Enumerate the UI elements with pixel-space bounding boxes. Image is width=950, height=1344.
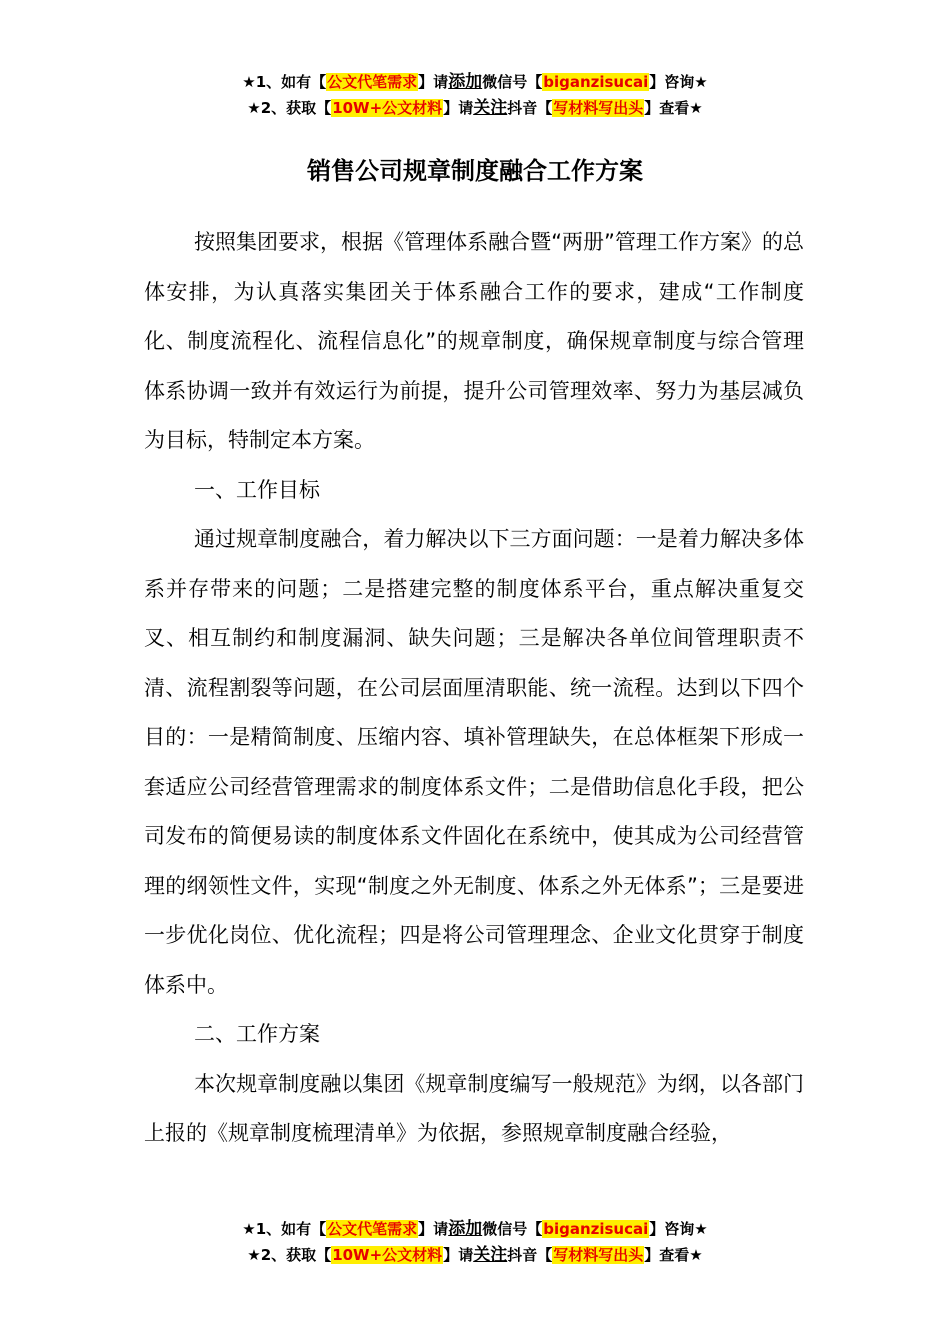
banner-text: ★2、获取【 bbox=[247, 1246, 332, 1264]
banner-text: 】请 bbox=[443, 99, 474, 117]
banner-text: 】咨询★ bbox=[649, 73, 708, 91]
banner-text: 】请 bbox=[418, 1220, 449, 1238]
banner-line-2 bbox=[0, 1242, 950, 1268]
paragraph-intro: 按照集团要求，根据《管理体系融合暨“两册”管理工作方案》的总体安排，为认真落实集团关于体系融合工作的要求，建成“工作制度化、制度流程化、流程信息化”的规章制度，确保规章制度与综合管理体系协调一致并有效运行为前提，提升公司管理效率、努力为基层减负为目标，特制定本方案。 bbox=[144, 230, 804, 452]
banner-text: 微信号【 bbox=[482, 73, 543, 91]
banner-line-1 bbox=[0, 1216, 950, 1242]
banner-line-1 bbox=[0, 69, 950, 95]
banner-highlight: 写材料写出头 bbox=[553, 99, 644, 117]
banner-highlight: 公文代笔需求 bbox=[327, 1220, 418, 1238]
section-heading-goals: 一、工作目标 bbox=[194, 477, 320, 502]
bottom-banner bbox=[0, 1216, 950, 1268]
paragraph-goals: 通过规章制度融合，着力解决以下三方面问题：一是着力解决多体系并存带来的问题；二是搭建完整的制度体系平台，重点解决重复交叉、相互制约和制度漏洞、缺失问题；三是解决各单位间管理职责不清、流程割裂等问题，在公司层面厘清职能、统一流程。达到以下四个目的：一是精简制度、压缩内容、填补管理缺失，在总体框架下形成一套适应公司经营管理需求的制度体系文件；二是借助信息化手段，把公司发布的简便易读的制度体系文件固化在系统中，使其成为公司经营管理的纲领性文件，实现“制度之外无制度、体系之外无体系”；三是要进一步优化岗位、优化流程；四是将公司管理理念、企业文化贯穿于制度体系中。 bbox=[144, 527, 804, 997]
document-title: 销售公司规章制度融合工作方案 bbox=[307, 157, 643, 185]
banner-emphasis: 关注 bbox=[473, 1245, 508, 1265]
banner-emphasis: 添加 bbox=[448, 1219, 483, 1239]
banner-highlight: biganzisucai bbox=[543, 73, 649, 91]
banner-text: 抖音【 bbox=[507, 99, 553, 117]
banner-highlight: 写材料写出头 bbox=[553, 1246, 644, 1264]
banner-highlight: 10W+公文材料 bbox=[332, 1246, 443, 1264]
banner-highlight: 10W+公文材料 bbox=[332, 99, 443, 117]
top-banner bbox=[0, 69, 950, 121]
section-heading-plan: 二、工作方案 bbox=[194, 1022, 320, 1046]
banner-text: ★1、如有【 bbox=[242, 1220, 327, 1238]
paragraph-plan: 本次规章制度融以集团《规章制度编写一般规范》为纲，以各部门上报的《规章制度梳理清单》为依据，参照规章制度融合经验， bbox=[144, 1071, 804, 1145]
banner-text: ★2、获取【 bbox=[247, 99, 332, 117]
banner-highlight: biganzisucai bbox=[543, 1220, 649, 1238]
banner-text: 抖音【 bbox=[507, 1246, 553, 1264]
banner-text: 】请 bbox=[418, 73, 449, 91]
banner-text: ★1、如有【 bbox=[242, 73, 327, 91]
banner-text: 微信号【 bbox=[482, 1220, 543, 1238]
banner-text: 】咨询★ bbox=[649, 1220, 708, 1238]
document-body bbox=[144, 218, 804, 1159]
banner-text: 】查看★ bbox=[644, 99, 703, 117]
banner-text: 】请 bbox=[443, 1246, 474, 1264]
banner-emphasis: 添加 bbox=[448, 72, 483, 92]
banner-emphasis: 关注 bbox=[473, 98, 508, 118]
banner-highlight: 公文代笔需求 bbox=[327, 73, 418, 91]
banner-line-2 bbox=[0, 95, 950, 121]
banner-text: 】查看★ bbox=[644, 1246, 703, 1264]
